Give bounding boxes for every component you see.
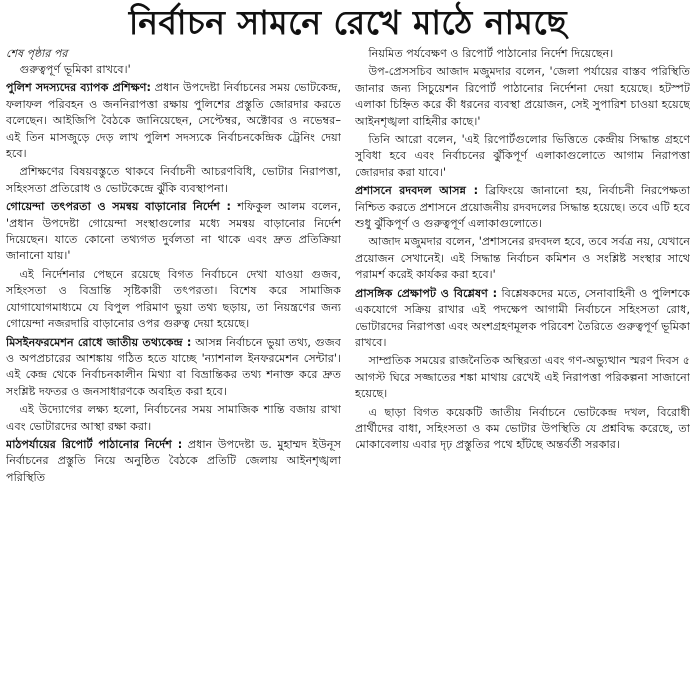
paragraph-text: সাম্প্রতিক সময়ের রাজনৈতিক অস্থিরতা এবং গণ-অভ্যুত্থান স্মরণ দিবস ৫ আগস্ট ঘিরে সজ্জাতের শঙ্কা মাথায় রেখেই এই নিরাপত্তা পরিকল্পনা সাজানো হয়েছে। <box>355 354 690 401</box>
article-paragraph <box>355 353 690 402</box>
paragraph-text: বিশ্লেষকদের মতে, সেনাবাহিনী ও পুলিশকে একযোগে সক্রিয় রাখার এই পদক্ষেপ আগামী নির্বাচনে সহিংসতা রোধ, ভোটারদের নিরাপত্তা এবং অংশগ্রহণমূলক পরিবেশ তৈরিতে গুরুত্বপূর্ণ ভূমিকা রাখবে। <box>355 286 690 349</box>
paragraph-text: এই নির্দেশনার পেছনে রয়েছে বিগত নির্বাচনে দেখা যাওয়া গুজব, সহিংসতা ও বিভ্রান্তি সৃষ্টিকারী তৎপরতা। বিশেষ করে সামাজিক যোগাযোগমাধ্যমে যে বিপুল পরিমাণ ভুয়া তথ্য ছড়ায়, তা নিয়ন্ত্রণের জন্য গোয়েন্দা নজরদারি বাড়ানোর ওপর গুরুত্ব দেয়া হয়েছে। <box>6 267 341 331</box>
paragraph-text: এ ছাড়া বিগত কয়েকটি জাতীয় নির্বাচনে ভোটকেন্দ্র দখল, বিরোধী প্রার্থীদের বাধা, সহিংসতা ও কম ভোটার উপস্থিতি যে প্রশ্নবিদ্ধ করেছে, তা মোকাবেলায় এবার দৃঢ় প্রস্তুতির পথে হাঁটছে অন্তর্বর্তী সরকার। <box>355 405 690 452</box>
article-paragraph <box>355 405 690 454</box>
right-column <box>355 46 690 677</box>
article-paragraph <box>6 164 341 197</box>
paragraph-text: তিনি আরো বলেন, 'এই রিপোর্টগুলোর ভিত্তিতে কেন্দ্রীয় সিদ্ধান্ত গ্রহণে সুবিধা হবে এবং নির্বাচনের ঝুঁকিপূর্ণ এলাকাগুলোতে আগাম নিরাপত্তা জোরদার করা যাবে।' <box>355 133 690 179</box>
subheading: মাঠপর্যায়ের রিপোর্ট পাঠানোর নির্দেশ : <box>6 437 183 451</box>
paragraph-text: এই উদ্যোগের লক্ষ্য হলো, নির্বাচনের সময় সামাজিক শান্তি বজায় রাখা এবং ভোটারদের আস্থা রক্ষা করা। <box>6 403 341 433</box>
jump-from-line: শেষ পৃষ্ঠার পর <box>6 47 68 60</box>
subheading: মিসইনফরমেশন রোধে জাতীয় তথ্যকেন্দ্র : <box>6 335 192 349</box>
article-paragraph <box>6 62 341 78</box>
article-paragraph <box>355 64 690 130</box>
article-paragraph <box>355 46 690 62</box>
article-paragraph <box>355 132 690 181</box>
subheading: গোয়েন্দা তৎপরতা ও সমন্বয় বাড়ানোর নির্দেশ : <box>6 200 232 214</box>
subheading: প্রাসঙ্গিক প্রেক্ষাপট ও বিশ্লেষণ : <box>355 286 498 300</box>
paragraph-text: ব্রিফিংয়ে জানানো হয়, নির্বাচনী নিরপেক্ষতা নিশ্চিত করতে প্রশাসনে প্রয়োজনীয় রদবদলের সিদ্ধান্ত হয়েছে। তবে এটি হবে শুধু ঝুঁকিপূর্ণ ও গুরুত্বপূর্ণ এলাকাগুলোতে। <box>355 184 690 231</box>
subheading: প্রশাসনে রদবদল আসন্ন : <box>355 184 479 198</box>
headline: নির্বাচন সামনে রেখে মাঠে নামছে <box>128 3 568 42</box>
paragraph-text: আজাদ মজুমদার বলেন, 'প্রশাসনের রদবদল হবে, তবে সর্বত্র নয়, যেখানে প্রয়োজন সেখানেই। এই সিদ্ধান্ত নির্বাচন কমিশন ও সংশ্লিষ্ট সংস্থার সাথে পরামর্শ করেই কার্যকর করা হবে।' <box>355 235 690 282</box>
paragraph-text: আসন্ন নির্বাচনে ভুয়া তথ্য, গুজব ও অপপ্রচারের আশঙ্কায় গঠিত হতে যাচ্ছে 'ন্যাশনাল ইনফরমেশন সেন্টার'। এই কেন্দ্র থেকে নির্বাচনকালীন মিথ্যা বা বিভ্রান্তিকর তথ্য শনাক্ত করে দ্রুত সংশ্লিষ্ট দফতর ও জনসাধারণকে অবহিত করা হবে। <box>6 335 341 398</box>
paragraph-text: উপ-প্রেসসচিব আজাদ মজুমদার বলেন, 'জেলা পর্যায়ের বাস্তব পরিস্থিতি জানার জন্য সিচুয়েশন রিপোর্ট পাঠানোর নির্দেশনা দেয়া হয়েছে। হটস্পট এলাকা চিহ্নিত করে কী ধরনের ব্যবস্থা প্রয়োজন, সেই সুপারিশ চাওয়া হয়েছে আইনশৃঙ্খলা বাহিনীর কাছে।' <box>355 65 690 128</box>
article-paragraph <box>355 234 690 283</box>
article-paragraph <box>355 183 690 232</box>
paragraph-text: প্রধান উপদেষ্টা নির্বাচনের সময় ভোটকেন্দ্র, ফলাফল পরিবহন ও জননিরাপত্তা রক্ষায় পুলিশের প্রস্তুতি জোরদার করতে বলেছেন। আইজিপি বৈঠকে জানিয়েছেন, সেপ্টেম্বর, অক্টোবর ও নভেম্বর– এই তিন মাসজুড়ে দেড় লাখ পুলিশ সদস্যকে নির্বাচনকেন্দ্রিক ট্রেনিং দেয়া হবে। <box>6 81 341 161</box>
article-body <box>6 46 690 677</box>
article-paragraph <box>355 286 690 352</box>
paragraph-text: প্রশিক্ষণের বিষয়বস্তুতে থাকবে নির্বাচনী আচরণবিধি, ভোটার নিরাপত্তা, সহিংসতা প্রতিরোধ ও ভোটকেন্দ্রে ঝুঁকি ব্যবস্থাপনা। <box>6 165 341 195</box>
subheading: পুলিশ সদস্যদের ব্যাপক প্রশিক্ষণ: <box>6 81 152 95</box>
article-paragraph <box>6 402 341 435</box>
left-column <box>6 46 341 677</box>
article-paragraph <box>6 199 341 265</box>
article-paragraph <box>6 437 341 486</box>
paragraph-text: নিয়মিত পর্যবেক্ষণ ও রিপোর্ট পাঠানোর নির্দেশ দিয়েছেন। <box>368 47 614 60</box>
article-paragraph <box>6 335 341 401</box>
article-paragraph <box>6 80 341 162</box>
paragraph-text: গুরুত্বপূর্ণ ভূমিকা রাখবে।' <box>19 63 131 76</box>
paragraph-text: প্রধান উপদেষ্টা ড. মুহাম্মদ ইউনূস নির্বাচনের প্রস্তুতি নিয়ে অনুষ্ঠিত বৈঠকে প্রতিটি জেলায় আইনশৃঙ্খলা পরিস্থিতি <box>6 437 341 484</box>
article-paragraph <box>6 267 341 333</box>
paragraph-text: শফিকুল আলম বলেন, 'প্রধান উপদেষ্টা গোয়েন্দা সংস্থাগুলোর মধ্যে সমন্বয় বাড়ানোর নির্দেশ দিয়েছেন। যাতে কোনো তথ্যগত দুর্বলতা না থাকে এবং দ্রুত প্রতিক্রিয়া জানানো যায়।' <box>6 200 341 263</box>
